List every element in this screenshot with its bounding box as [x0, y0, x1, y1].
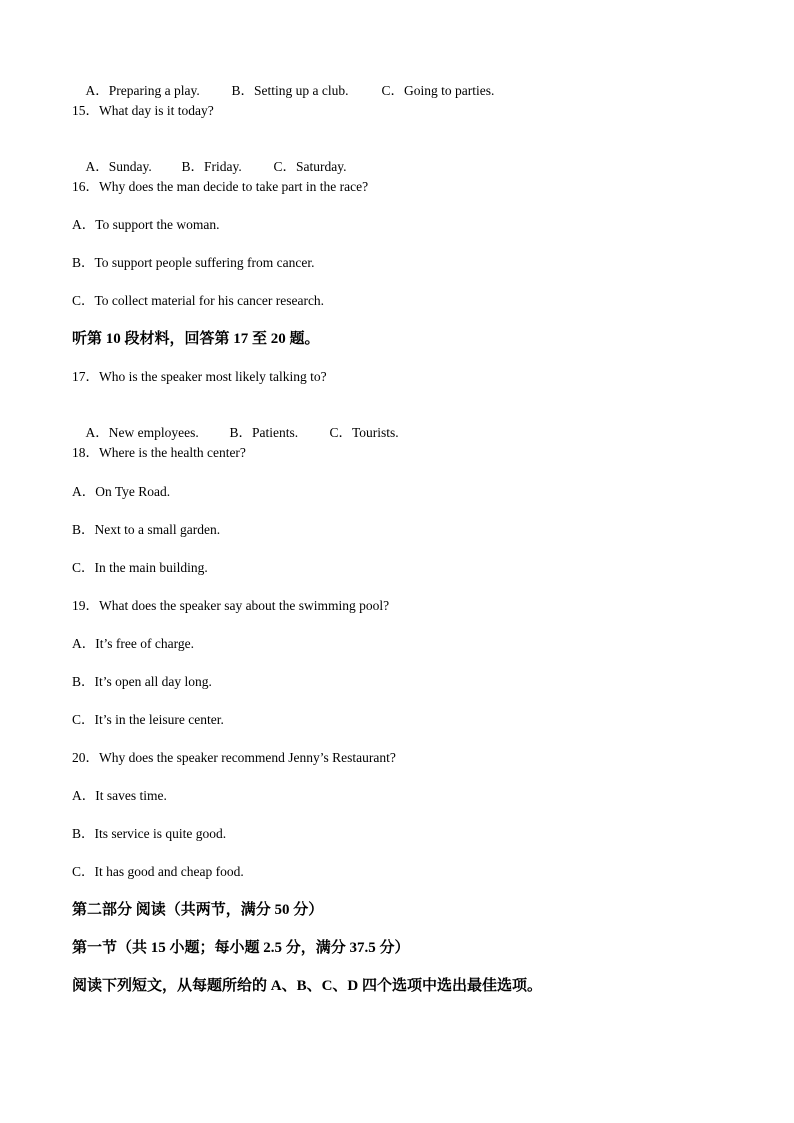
q20-option-a: A．It saves time.	[72, 788, 167, 803]
q20-option-c: C．It has good and cheap food.	[72, 864, 244, 879]
q19-question: 19．What does the speaker say about the swimming pool?	[72, 598, 390, 613]
q14-option-a: A．Preparing a play.	[85, 83, 200, 98]
q17-option-a: A．New employees.	[85, 425, 199, 440]
q18-question: 18．Where is the health center?	[72, 445, 246, 460]
part2-instruction: 阅读下列短文，从每题所给的 A、B、C、D 四个选项中选出最佳选项。	[72, 978, 543, 994]
q15-option-c: C．Saturday.	[273, 159, 347, 174]
q20-question: 20．Why does the speaker recommend Jenny’s Restaurant?	[72, 750, 396, 765]
q18-option-c: C．In the main building.	[72, 560, 208, 575]
q19-option-b: B．It’s open all day long.	[72, 674, 212, 689]
section10-heading: 听第 10 段材料，回答第 17 至 20 题。	[72, 331, 320, 347]
q16-option-b: B．To support people suffering from cancer.	[72, 255, 315, 270]
q17-option-b: B．Patients.	[229, 425, 299, 440]
part2-heading: 第二部分 阅读（共两节，满分 50 分）	[72, 902, 324, 918]
q20-option-b: B．Its service is quite good.	[72, 826, 227, 841]
q14-option-c: C．Going to parties.	[381, 83, 495, 98]
q18-option-a: A．On Tye Road.	[72, 484, 171, 499]
part2-section1-heading: 第一节（共 15 小题；每小题 2.5 分，满分 37.5 分）	[72, 940, 410, 956]
q15-option-b: B．Friday.	[181, 159, 242, 174]
q15-question: 15．What day is it today?	[72, 103, 214, 118]
q19-option-c: C．It’s in the leisure center.	[72, 712, 224, 727]
q17-question: 17．Who is the speaker most likely talking to?	[72, 369, 327, 384]
q17-option-c: C．Tourists.	[329, 425, 399, 440]
q18-option-b: B．Next to a small garden.	[72, 522, 221, 537]
q19-option-a: A．It’s free of charge.	[72, 636, 194, 651]
q15-option-a: A．Sunday.	[85, 159, 152, 174]
q14-option-b: B．Setting up a club.	[231, 83, 349, 98]
q16-option-c: C．To collect material for his cancer research.	[72, 293, 325, 308]
q16-option-a: A．To support the woman.	[72, 217, 220, 232]
q16-question: 16．Why does the man decide to take part in the race?	[72, 179, 369, 194]
